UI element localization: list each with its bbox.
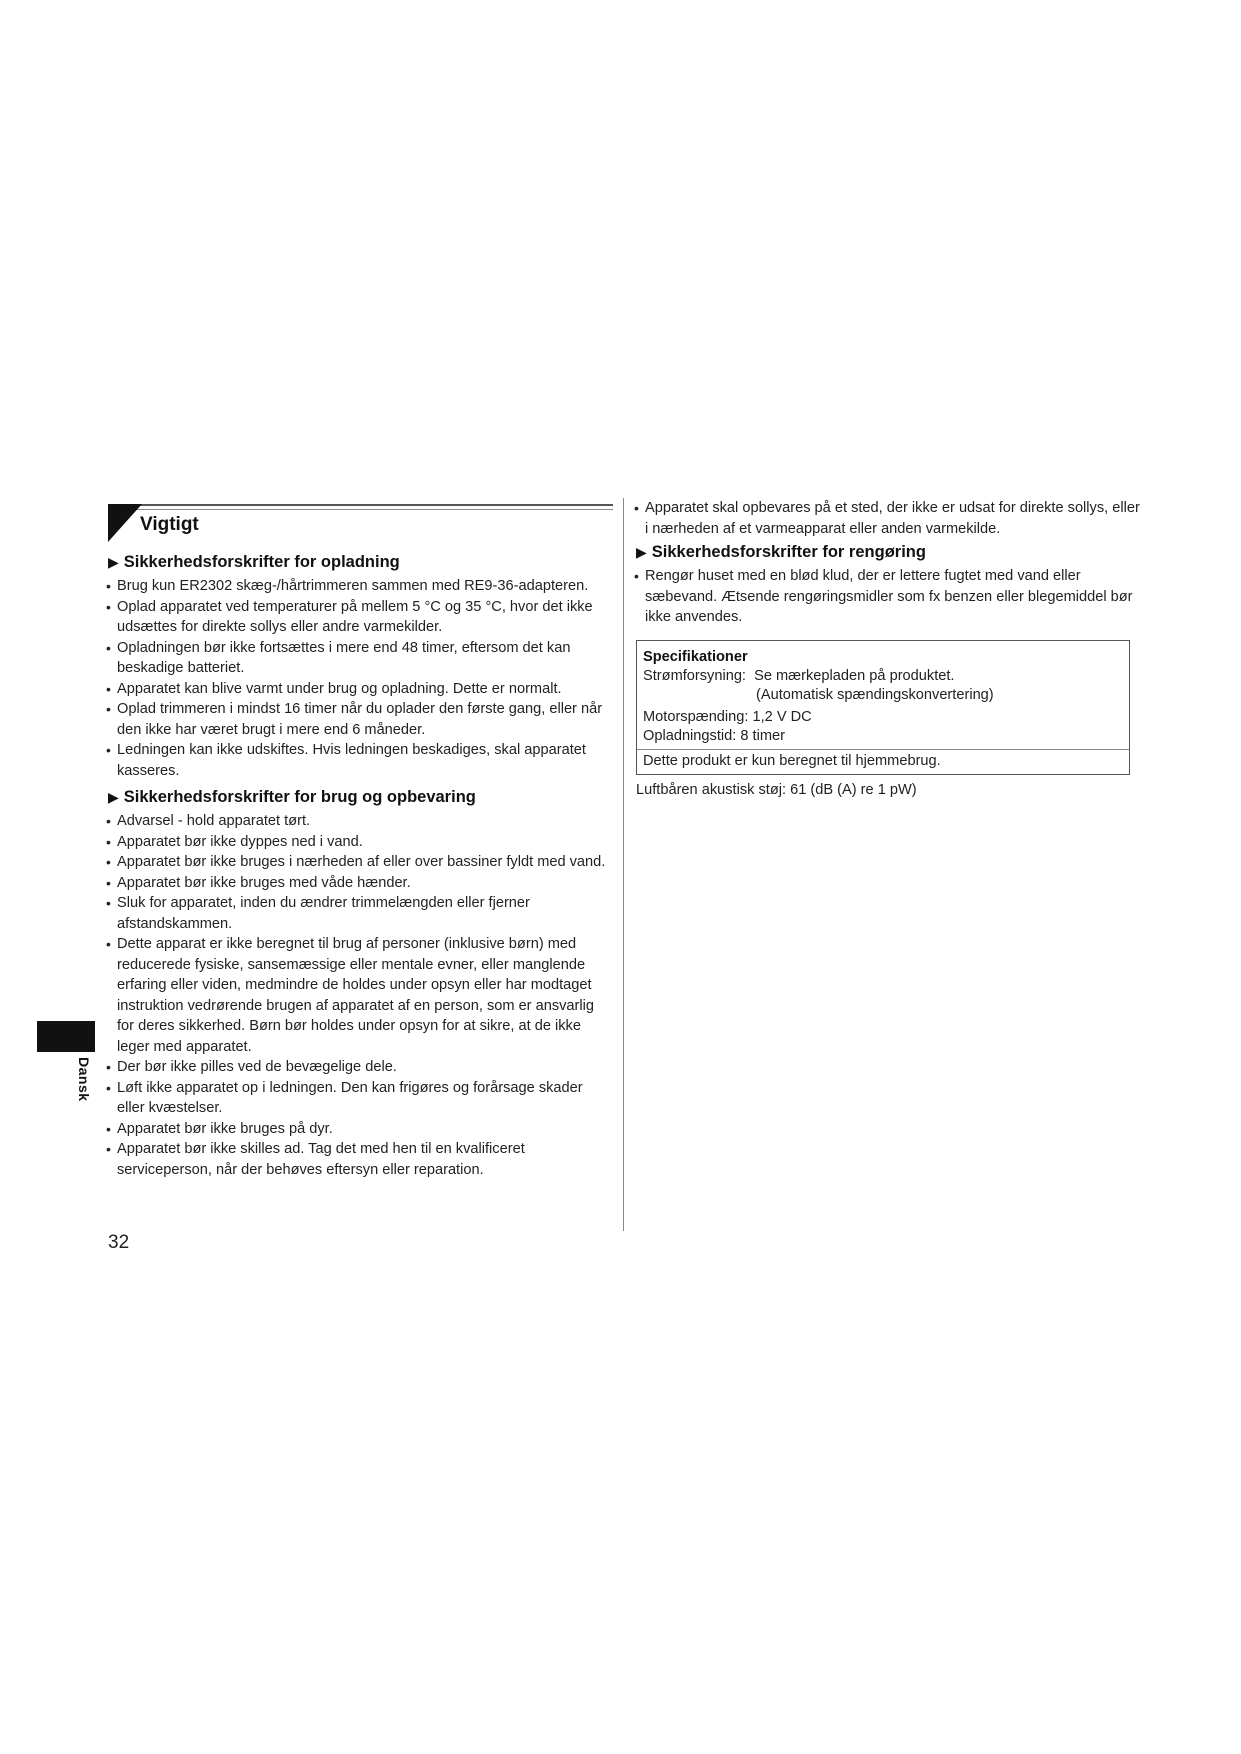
page-number: 32 bbox=[108, 1232, 130, 1253]
list-item: • Ledningen kan ikke udskiftes. Hvis ledningen beskadiges, skal apparatet kasseres. bbox=[108, 740, 613, 781]
cleaning-safety-list bbox=[636, 566, 1141, 628]
list-item: • Dette apparat er ikke beregnet til brug af personer (inklusive børn) med reducerede fysiske, sansemæssige eller mentale evner, eller manglende erfaring eller viden, medmindre de holdes under opsyn eller har modtaget instruktion vedrørende brugen af apparatet af en person, som er ansvarlig for deres sikkerhed. Børn bør holdes under opsyn for at sikre, at de ikke leger med apparatet. bbox=[108, 934, 613, 1057]
language-tab-marker bbox=[37, 1021, 95, 1052]
specifications-box bbox=[636, 640, 1130, 775]
arrow-right-icon: ▶ bbox=[108, 554, 119, 570]
right-column bbox=[636, 498, 1141, 800]
arrow-right-icon: ▶ bbox=[636, 544, 647, 560]
important-title: Vigtigt bbox=[140, 514, 199, 535]
list-item: • Rengør huset med en blød klud, der er lettere fugtet med vand eller sæbevand. Ætsende rengøringsmidler som fx benzen eller blegemiddel bør ikke anvendes. bbox=[636, 566, 1141, 628]
cleaning-safety-heading: ▶ Sikkerhedsforskrifter for rengøring bbox=[636, 543, 926, 561]
language-tab-label: Dansk bbox=[76, 1057, 92, 1102]
list-item: • Oplad apparatet ved temperaturer på mellem 5 °C og 35 °C, hvor det ikke udsættes for direkte sollys eller andre varmekilder. bbox=[108, 597, 613, 638]
spec-motor-voltage: Motorspænding: 1,2 V DC bbox=[643, 708, 812, 725]
usage-safety-list bbox=[108, 811, 613, 1180]
list-item: • Apparatet skal opbevares på et sted, der ikke er udsat for direkte sollys, eller i nærheden af et varmeapparat eller anden varmekilde. bbox=[636, 498, 1141, 539]
acoustic-noise-text: Luftbåren akustisk støj: 61 (dB (A) re 1 pW) bbox=[636, 781, 917, 798]
list-item: • Apparatet bør ikke bruges i nærheden af eller over bassiner fyldt med vand. bbox=[108, 852, 613, 873]
list-item: • Der bør ikke pilles ved de bevægelige dele. bbox=[108, 1057, 613, 1078]
header-rule-thin bbox=[136, 509, 613, 510]
specifications-title: Specifikationer bbox=[643, 648, 748, 665]
list-item: • Løft ikke apparatet op i ledningen. Den kan frigøres og forårsage skader eller kvæstelser. bbox=[108, 1078, 613, 1119]
list-item: • Apparatet bør ikke bruges med våde hænder. bbox=[108, 873, 613, 894]
charging-safety-list bbox=[108, 576, 613, 781]
column-divider bbox=[623, 498, 624, 1231]
usage-safety-heading: ▶ Sikkerhedsforskrifter for brug og opbevaring bbox=[108, 788, 476, 806]
arrow-right-icon: ▶ bbox=[108, 789, 119, 805]
list-item: • Apparatet bør ikke skilles ad. Tag det med hen til en kvalificeret serviceperson, når der behøves eftersyn eller reparation. bbox=[108, 1139, 613, 1180]
list-item: • Apparatet bør ikke dyppes ned i vand. bbox=[108, 832, 613, 853]
charging-safety-heading: ▶ Sikkerhedsforskrifter for opladning bbox=[108, 553, 400, 571]
important-header bbox=[108, 502, 613, 542]
left-column bbox=[108, 502, 613, 1180]
list-item: • Opladningen bør ikke fortsættes i mere end 48 timer, eftersom det kan beskadige batteriet. bbox=[108, 638, 613, 679]
list-item: • Oplad trimmeren i mindst 16 timer når du oplader den første gang, eller når den ikke har været brugt i mere end 6 måneder. bbox=[108, 699, 613, 740]
spec-power-supply: Strømforsyning: Se mærkepladen på produktet. bbox=[643, 667, 955, 684]
list-item: • Apparatet kan blive varmt under brug og opladning. Dette er normalt. bbox=[108, 679, 613, 700]
spec-power-supply-note: (Automatisk spændingskonvertering) bbox=[756, 686, 994, 703]
list-item: • Brug kun ER2302 skæg-/hårtrimmeren sammen med RE9-36-adapteren. bbox=[108, 576, 613, 597]
list-item: • Apparatet bør ikke bruges på dyr. bbox=[108, 1119, 613, 1140]
list-item: • Sluk for apparatet, inden du ændrer trimmelængden eller fjerner afstandskammen. bbox=[108, 893, 613, 934]
spec-charging-time: Opladningstid: 8 timer bbox=[643, 727, 785, 744]
storage-list bbox=[636, 498, 1141, 539]
spec-household-note: Dette produkt er kun beregnet til hjemmebrug. bbox=[637, 749, 1129, 772]
header-rule bbox=[108, 504, 613, 506]
list-item: • Advarsel - hold apparatet tørt. bbox=[108, 811, 613, 832]
